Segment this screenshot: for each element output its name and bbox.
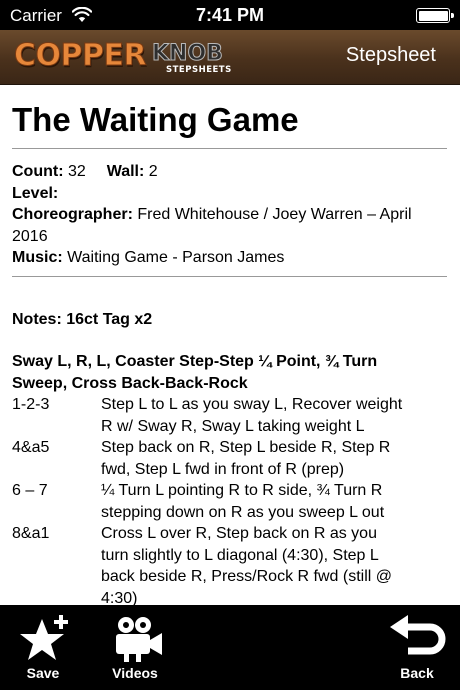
dance-title: The Waiting Game — [12, 101, 299, 138]
music-row — [12, 247, 448, 269]
app-header — [0, 30, 460, 85]
copperknob-logo[interactable] — [14, 38, 230, 78]
wall-label: Wall: — [106, 163, 145, 180]
choreographer-label: Choreographer: — [12, 206, 133, 223]
carrier-label: Carrier — [10, 6, 62, 25]
step-description — [101, 394, 448, 437]
star-plus-icon — [14, 613, 72, 665]
step-description — [101, 523, 448, 605]
stepsheet-content[interactable] — [12, 85, 448, 605]
step-line: Step back on R, Step L beside R, Step R — [101, 439, 391, 456]
step-count: 4&a5 — [12, 439, 50, 456]
notes: Notes: 16ct Tag x2 — [12, 311, 153, 328]
step-line: Cross L over R, Step back on R as you — [101, 525, 377, 542]
choreographer-value-cont: 2016 — [12, 227, 48, 245]
step-count: 8&a1 — [12, 525, 50, 542]
logo-word-knob: KNOB — [152, 41, 223, 66]
step-line: R w/ Sway R, Sway L taking weight L — [101, 417, 365, 435]
back-arrow-icon — [388, 613, 446, 661]
videos-label: Videos — [112, 665, 158, 681]
step-line: back beside R, Press/Rock R fwd (still @ — [101, 568, 392, 585]
divider — [12, 276, 447, 277]
header-title: Stepsheet — [345, 44, 436, 66]
status-bar — [0, 0, 460, 30]
step-line: turn slightly to L diagonal (4:30), Step L — [101, 546, 379, 564]
section-heading-line: Sweep, Cross Back-Back-Rock — [12, 375, 248, 392]
step-line: ¼ Turn L pointing R to R side, ¾ Turn R — [101, 482, 383, 499]
step-description — [101, 480, 448, 523]
videos-button[interactable] — [96, 605, 174, 690]
wall-value: 2 — [148, 163, 158, 180]
count-label: Count: — [12, 163, 64, 180]
music-value: Waiting Game - Parson James — [67, 249, 285, 266]
bottom-toolbar — [0, 605, 460, 690]
divider — [12, 148, 447, 149]
battery-icon — [416, 8, 450, 23]
level-label: Level: — [12, 184, 59, 202]
step-row — [12, 437, 448, 480]
back-label: Back — [400, 665, 434, 681]
music-label: Music: — [12, 249, 63, 266]
step-row — [12, 480, 448, 523]
video-camera-icon — [110, 615, 164, 663]
step-row — [12, 394, 448, 437]
step-line: Step L to L as you sway L, Recover weight — [101, 396, 403, 413]
count-wall-row — [12, 161, 448, 183]
choreographer-value: Fred Whitehouse / Joey Warren – April — [137, 206, 412, 223]
logo-word-copper: COPPER — [14, 38, 147, 73]
section-heading-line: Sway L, R, L, Coaster Step-Step ¼ Point, ¾ Turn — [12, 353, 378, 370]
count-value: 32 — [67, 163, 86, 180]
step-row — [12, 523, 448, 605]
step-line: 4:30) — [101, 589, 138, 605]
step-count: 1-2-3 — [12, 396, 50, 413]
step-line: stepping down on R as you sweep L out — [101, 503, 385, 521]
section-heading — [12, 351, 448, 395]
save-label: Save — [26, 665, 60, 681]
back-button[interactable] — [380, 605, 454, 690]
status-time: 7:41 PM — [195, 5, 265, 25]
step-count: 6 – 7 — [12, 482, 48, 499]
choreographer-row — [12, 204, 448, 226]
step-description — [101, 437, 448, 480]
step-list — [12, 394, 448, 605]
logo-subtitle: STEPSHEETS — [166, 65, 232, 75]
save-button[interactable] — [0, 605, 86, 690]
dance-info — [12, 161, 448, 269]
step-line: fwd, Step L fwd in front of R (prep) — [101, 460, 345, 478]
